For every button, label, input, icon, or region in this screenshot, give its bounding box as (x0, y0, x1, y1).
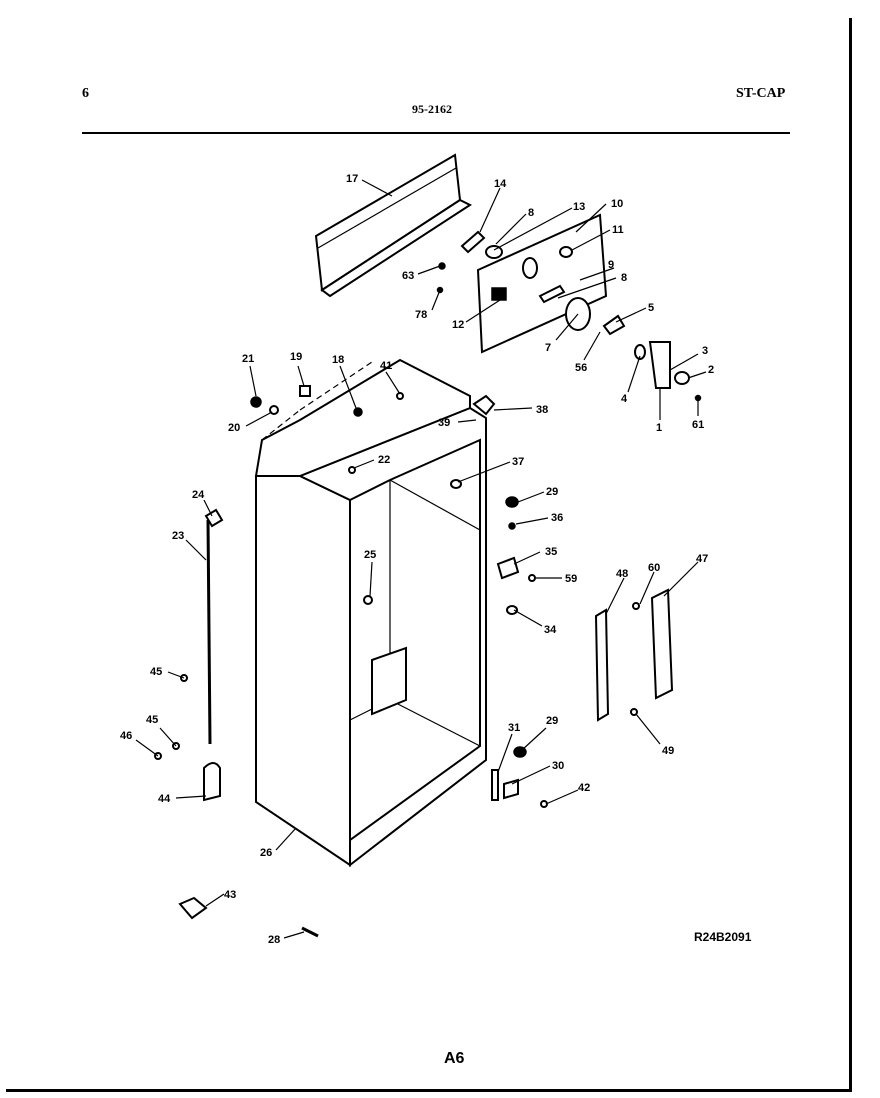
callout-10: 10 (611, 198, 624, 210)
model-code: ST-CAP (736, 86, 786, 101)
callout-3: 3 (702, 345, 709, 357)
control-bracket-part (478, 215, 606, 352)
callout-26: 26 (260, 847, 273, 859)
callout-20: 20 (228, 422, 241, 434)
page-code: A6 (444, 1050, 465, 1067)
callout-23: 23 (172, 530, 185, 542)
top-panel-part (316, 155, 470, 296)
callout-39: 39 (438, 417, 451, 429)
callout-35: 35 (545, 546, 558, 558)
callout-38: 38 (536, 404, 549, 416)
callout-46: 46 (120, 730, 133, 742)
callout-8a: 8 (528, 207, 535, 219)
document-number: 95-2162 (412, 102, 452, 116)
callout-25: 25 (364, 549, 377, 561)
callout-2: 2 (708, 364, 715, 376)
shelf-supports (596, 590, 672, 720)
callout-17: 17 (346, 173, 359, 185)
callout-34: 34 (544, 624, 557, 636)
callout-61: 61 (692, 419, 705, 431)
callout-12: 12 (452, 319, 465, 331)
callout-1: 1 (656, 422, 663, 434)
callout-48: 48 (616, 568, 629, 580)
callout-24: 24 (192, 489, 205, 501)
callout-18: 18 (332, 354, 345, 366)
callout-78: 78 (415, 309, 428, 321)
callout-45b: 45 (146, 714, 159, 726)
callout-37: 37 (512, 456, 525, 468)
callout-45a: 45 (150, 666, 163, 678)
callout-36: 36 (551, 512, 564, 524)
callout-31: 31 (508, 722, 521, 734)
callout-30: 30 (552, 760, 565, 772)
callout-21: 21 (242, 353, 255, 365)
callout-9: 9 (608, 259, 615, 271)
callout-43: 43 (224, 889, 237, 901)
callout-29b: 29 (546, 715, 559, 727)
callout-42: 42 (578, 782, 591, 794)
callout-11: 11 (612, 224, 624, 236)
callout-7: 7 (545, 342, 552, 354)
callout-19: 19 (290, 351, 303, 363)
callout-5: 5 (648, 302, 655, 314)
callout-63: 63 (402, 270, 415, 282)
callout-49: 49 (662, 745, 675, 757)
callout-13: 13 (573, 201, 586, 213)
diagram-reference: R24B2091 (694, 930, 752, 944)
callout-56: 56 (575, 362, 588, 374)
callout-29a: 29 (546, 486, 559, 498)
callout-8b: 8 (621, 272, 628, 284)
callout-59: 59 (565, 573, 578, 585)
callout-14: 14 (494, 178, 507, 190)
callout-60: 60 (648, 562, 661, 574)
callout-41: 41 (380, 360, 393, 372)
callout-47: 47 (696, 553, 709, 565)
callout-28: 28 (268, 934, 281, 946)
callout-22: 22 (378, 454, 391, 466)
callout-44: 44 (158, 793, 171, 805)
callout-4: 4 (621, 393, 628, 405)
page-number: 6 (82, 86, 89, 101)
cabinet-part (256, 360, 486, 865)
